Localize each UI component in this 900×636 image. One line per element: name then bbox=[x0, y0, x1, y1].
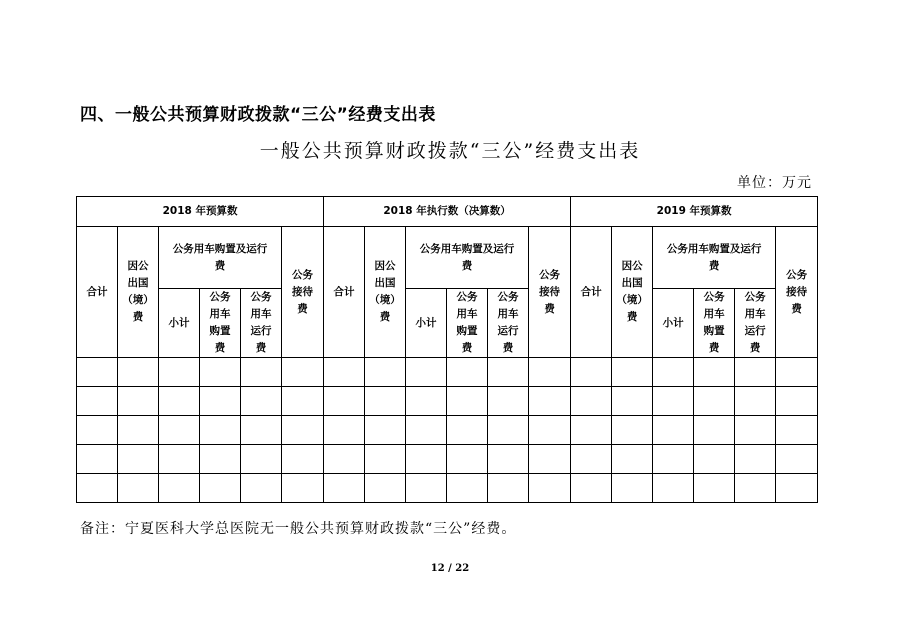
table-cell bbox=[735, 445, 776, 474]
table-cell bbox=[653, 416, 694, 445]
table-cell bbox=[653, 445, 694, 474]
table-cell bbox=[200, 445, 241, 474]
table-cell bbox=[447, 474, 488, 503]
col-header-reception-line: 费 bbox=[791, 302, 802, 315]
col-header-subtotal: 小计 bbox=[653, 289, 694, 358]
col-header-vehicle-line: 公务用车购置及运行 bbox=[666, 242, 762, 255]
col-header-vehicle bbox=[406, 227, 529, 289]
col-header-purchase bbox=[200, 289, 241, 358]
table-cell bbox=[159, 387, 200, 416]
col-header-abroad bbox=[612, 227, 653, 358]
col-header-purchase-line: 公务 bbox=[703, 291, 725, 303]
group-header: 2018 年预算数 bbox=[77, 197, 324, 227]
table-cell bbox=[735, 416, 776, 445]
table-cell bbox=[529, 358, 571, 387]
table-cell bbox=[612, 358, 653, 387]
col-header-abroad-line: 出国 bbox=[374, 277, 396, 289]
group-header: 2019 年预算数 bbox=[571, 197, 818, 227]
col-header-reception-line: 接待 bbox=[292, 285, 314, 298]
table-cell bbox=[735, 358, 776, 387]
table-cell bbox=[200, 387, 241, 416]
col-header-abroad bbox=[118, 227, 159, 358]
col-header-operation-line: 公务 bbox=[250, 291, 272, 303]
col-header-operation bbox=[241, 289, 282, 358]
table-title: 一般公共预算财政拨款“三公”经费支出表 bbox=[259, 140, 641, 162]
col-header-operation-line: 公务 bbox=[744, 291, 766, 303]
col-header-operation-line: 公务 bbox=[497, 291, 519, 303]
col-header-reception-line: 费 bbox=[297, 302, 308, 315]
table-cell bbox=[365, 416, 406, 445]
col-header-reception-line: 接待 bbox=[786, 285, 808, 298]
table-cell bbox=[159, 416, 200, 445]
table-cell bbox=[571, 358, 612, 387]
table-cell bbox=[776, 474, 818, 503]
col-header-purchase-line: 购置 bbox=[209, 325, 231, 337]
table-row bbox=[77, 445, 818, 474]
col-header-subtotal: 小计 bbox=[406, 289, 447, 358]
col-header-abroad-line: 费 bbox=[379, 311, 391, 323]
col-header-abroad-line: 因公 bbox=[374, 260, 396, 272]
col-header-vehicle-line: 公务用车购置及运行 bbox=[419, 242, 515, 255]
table-cell bbox=[365, 445, 406, 474]
table-cell bbox=[694, 358, 735, 387]
table-cell bbox=[77, 387, 118, 416]
table-cell bbox=[159, 445, 200, 474]
col-header-purchase-line: 用车 bbox=[456, 308, 478, 320]
col-header-abroad-line: 因公 bbox=[127, 260, 149, 272]
table-cell bbox=[241, 445, 282, 474]
expense-table bbox=[76, 196, 818, 503]
table-cell bbox=[447, 387, 488, 416]
col-header-reception bbox=[529, 227, 571, 358]
col-header-purchase-line: 费 bbox=[214, 342, 226, 354]
col-header-purchase bbox=[447, 289, 488, 358]
table-cell bbox=[118, 474, 159, 503]
col-header-operation-line: 费 bbox=[749, 342, 761, 354]
col-header-operation-line: 费 bbox=[502, 342, 514, 354]
table-cell bbox=[406, 358, 447, 387]
col-header-reception-line: 公务 bbox=[539, 268, 561, 281]
col-header-purchase-line: 用车 bbox=[703, 308, 725, 320]
table-cell bbox=[694, 445, 735, 474]
page-number: 12 / 22 bbox=[430, 563, 470, 574]
col-header-reception-line: 费 bbox=[544, 302, 555, 315]
table-cell bbox=[447, 416, 488, 445]
col-header-abroad-line: 因公 bbox=[621, 260, 643, 272]
col-header-abroad-line: 费 bbox=[626, 311, 638, 323]
table-cell bbox=[571, 387, 612, 416]
table-cell bbox=[776, 358, 818, 387]
col-header-abroad-line: 出国 bbox=[127, 277, 149, 289]
table-cell bbox=[241, 474, 282, 503]
table-cell bbox=[118, 416, 159, 445]
col-header-operation-line: 用车 bbox=[744, 308, 766, 320]
table-cell bbox=[735, 474, 776, 503]
col-header-operation-line: 用车 bbox=[250, 308, 272, 320]
col-header-reception-line: 接待 bbox=[539, 285, 561, 298]
table-cell bbox=[324, 416, 365, 445]
footnote: 备注：宁夏医科大学总医院无一般公共预算财政拨款“三公”经费。 bbox=[80, 521, 517, 537]
col-header-total: 合计 bbox=[324, 227, 365, 358]
table-cell bbox=[324, 387, 365, 416]
table-cell bbox=[571, 416, 612, 445]
table-cell bbox=[776, 387, 818, 416]
table-cell bbox=[365, 358, 406, 387]
col-header-abroad-line: （境） bbox=[616, 294, 648, 306]
table-cell bbox=[365, 387, 406, 416]
col-header-purchase-line: 费 bbox=[708, 342, 720, 354]
table-cell bbox=[406, 445, 447, 474]
col-header-reception bbox=[282, 227, 324, 358]
table-cell bbox=[324, 474, 365, 503]
table-cell bbox=[776, 416, 818, 445]
col-header-total: 合计 bbox=[571, 227, 612, 358]
table-cell bbox=[571, 474, 612, 503]
table-cell bbox=[282, 387, 324, 416]
col-header-reception-line: 公务 bbox=[786, 268, 808, 281]
table-cell bbox=[118, 358, 159, 387]
table-cell bbox=[447, 445, 488, 474]
col-header-purchase-line: 购置 bbox=[456, 325, 478, 337]
table-cell bbox=[282, 445, 324, 474]
table-cell bbox=[694, 416, 735, 445]
table-cell bbox=[529, 474, 571, 503]
table-cell bbox=[612, 387, 653, 416]
header-row-vehicle-sub bbox=[77, 289, 818, 358]
table-cell bbox=[159, 358, 200, 387]
table-cell bbox=[653, 358, 694, 387]
table-cell bbox=[118, 445, 159, 474]
group-header: 2018 年执行数（决算数） bbox=[324, 197, 571, 227]
col-header-abroad-line: （境） bbox=[369, 294, 401, 306]
table-row bbox=[77, 474, 818, 503]
col-header-operation-line: 用车 bbox=[497, 308, 519, 320]
table-cell bbox=[612, 474, 653, 503]
table-cell bbox=[77, 416, 118, 445]
table-cell bbox=[776, 445, 818, 474]
col-header-operation-line: 运行 bbox=[497, 325, 519, 337]
col-header-purchase-line: 公务 bbox=[209, 291, 231, 303]
table-cell bbox=[365, 474, 406, 503]
header-row-years bbox=[77, 197, 818, 227]
col-header-operation-line: 费 bbox=[255, 342, 267, 354]
col-header-vehicle-line: 费 bbox=[214, 259, 226, 272]
table-cell bbox=[77, 474, 118, 503]
col-header-operation bbox=[488, 289, 529, 358]
col-header-operation-line: 运行 bbox=[744, 325, 766, 337]
table-cell bbox=[529, 445, 571, 474]
col-header-vehicle bbox=[159, 227, 282, 289]
col-header-total: 合计 bbox=[77, 227, 118, 358]
table-cell bbox=[694, 387, 735, 416]
table-cell bbox=[488, 358, 529, 387]
table-cell bbox=[612, 416, 653, 445]
table-cell bbox=[488, 387, 529, 416]
col-header-purchase-line: 公务 bbox=[456, 291, 478, 303]
table-cell bbox=[653, 387, 694, 416]
col-header-vehicle-line: 费 bbox=[708, 259, 720, 272]
table-cell bbox=[200, 416, 241, 445]
table-cell bbox=[200, 474, 241, 503]
table-row bbox=[77, 387, 818, 416]
table-cell bbox=[735, 387, 776, 416]
table-cell bbox=[488, 445, 529, 474]
table-cell bbox=[118, 387, 159, 416]
col-header-abroad-line: 出国 bbox=[621, 277, 643, 289]
col-header-operation-line: 运行 bbox=[250, 325, 272, 337]
section-title: 四、一般公共预算财政拨款“三公”经费支出表 bbox=[80, 105, 436, 125]
col-header-operation bbox=[735, 289, 776, 358]
table-cell bbox=[488, 474, 529, 503]
col-header-purchase-line: 用车 bbox=[209, 308, 231, 320]
table-cell bbox=[200, 358, 241, 387]
table-cell bbox=[241, 358, 282, 387]
table-cell bbox=[447, 358, 488, 387]
col-header-purchase-line: 购置 bbox=[703, 325, 725, 337]
table-cell bbox=[282, 474, 324, 503]
table-cell bbox=[159, 474, 200, 503]
table-cell bbox=[77, 358, 118, 387]
table-cell bbox=[282, 358, 324, 387]
table-cell bbox=[282, 416, 324, 445]
col-header-vehicle-line: 费 bbox=[461, 259, 473, 272]
table-cell bbox=[694, 474, 735, 503]
col-header-reception-line: 公务 bbox=[292, 268, 314, 281]
table-cell bbox=[77, 445, 118, 474]
col-header-reception bbox=[776, 227, 818, 358]
table-cell bbox=[653, 474, 694, 503]
table-cell bbox=[324, 445, 365, 474]
table-cell bbox=[324, 358, 365, 387]
table-cell bbox=[241, 387, 282, 416]
table-cell bbox=[571, 445, 612, 474]
col-header-purchase bbox=[694, 289, 735, 358]
col-header-abroad bbox=[365, 227, 406, 358]
col-header-vehicle-line: 公务用车购置及运行 bbox=[172, 242, 268, 255]
col-header-abroad-line: 费 bbox=[132, 311, 144, 323]
table-cell bbox=[612, 445, 653, 474]
col-header-abroad-line: （境） bbox=[122, 294, 154, 306]
col-header-vehicle bbox=[653, 227, 776, 289]
col-header-purchase-line: 费 bbox=[461, 342, 473, 354]
table-row bbox=[77, 358, 818, 387]
col-header-subtotal: 小计 bbox=[159, 289, 200, 358]
table-cell bbox=[488, 416, 529, 445]
table-row bbox=[77, 416, 818, 445]
unit-label: 单位：万元 bbox=[737, 175, 812, 191]
table-cell bbox=[241, 416, 282, 445]
table-cell bbox=[529, 387, 571, 416]
table-cell bbox=[406, 387, 447, 416]
table-cell bbox=[406, 474, 447, 503]
table-cell bbox=[406, 416, 447, 445]
header-row-categories bbox=[77, 227, 818, 289]
table-cell bbox=[529, 416, 571, 445]
